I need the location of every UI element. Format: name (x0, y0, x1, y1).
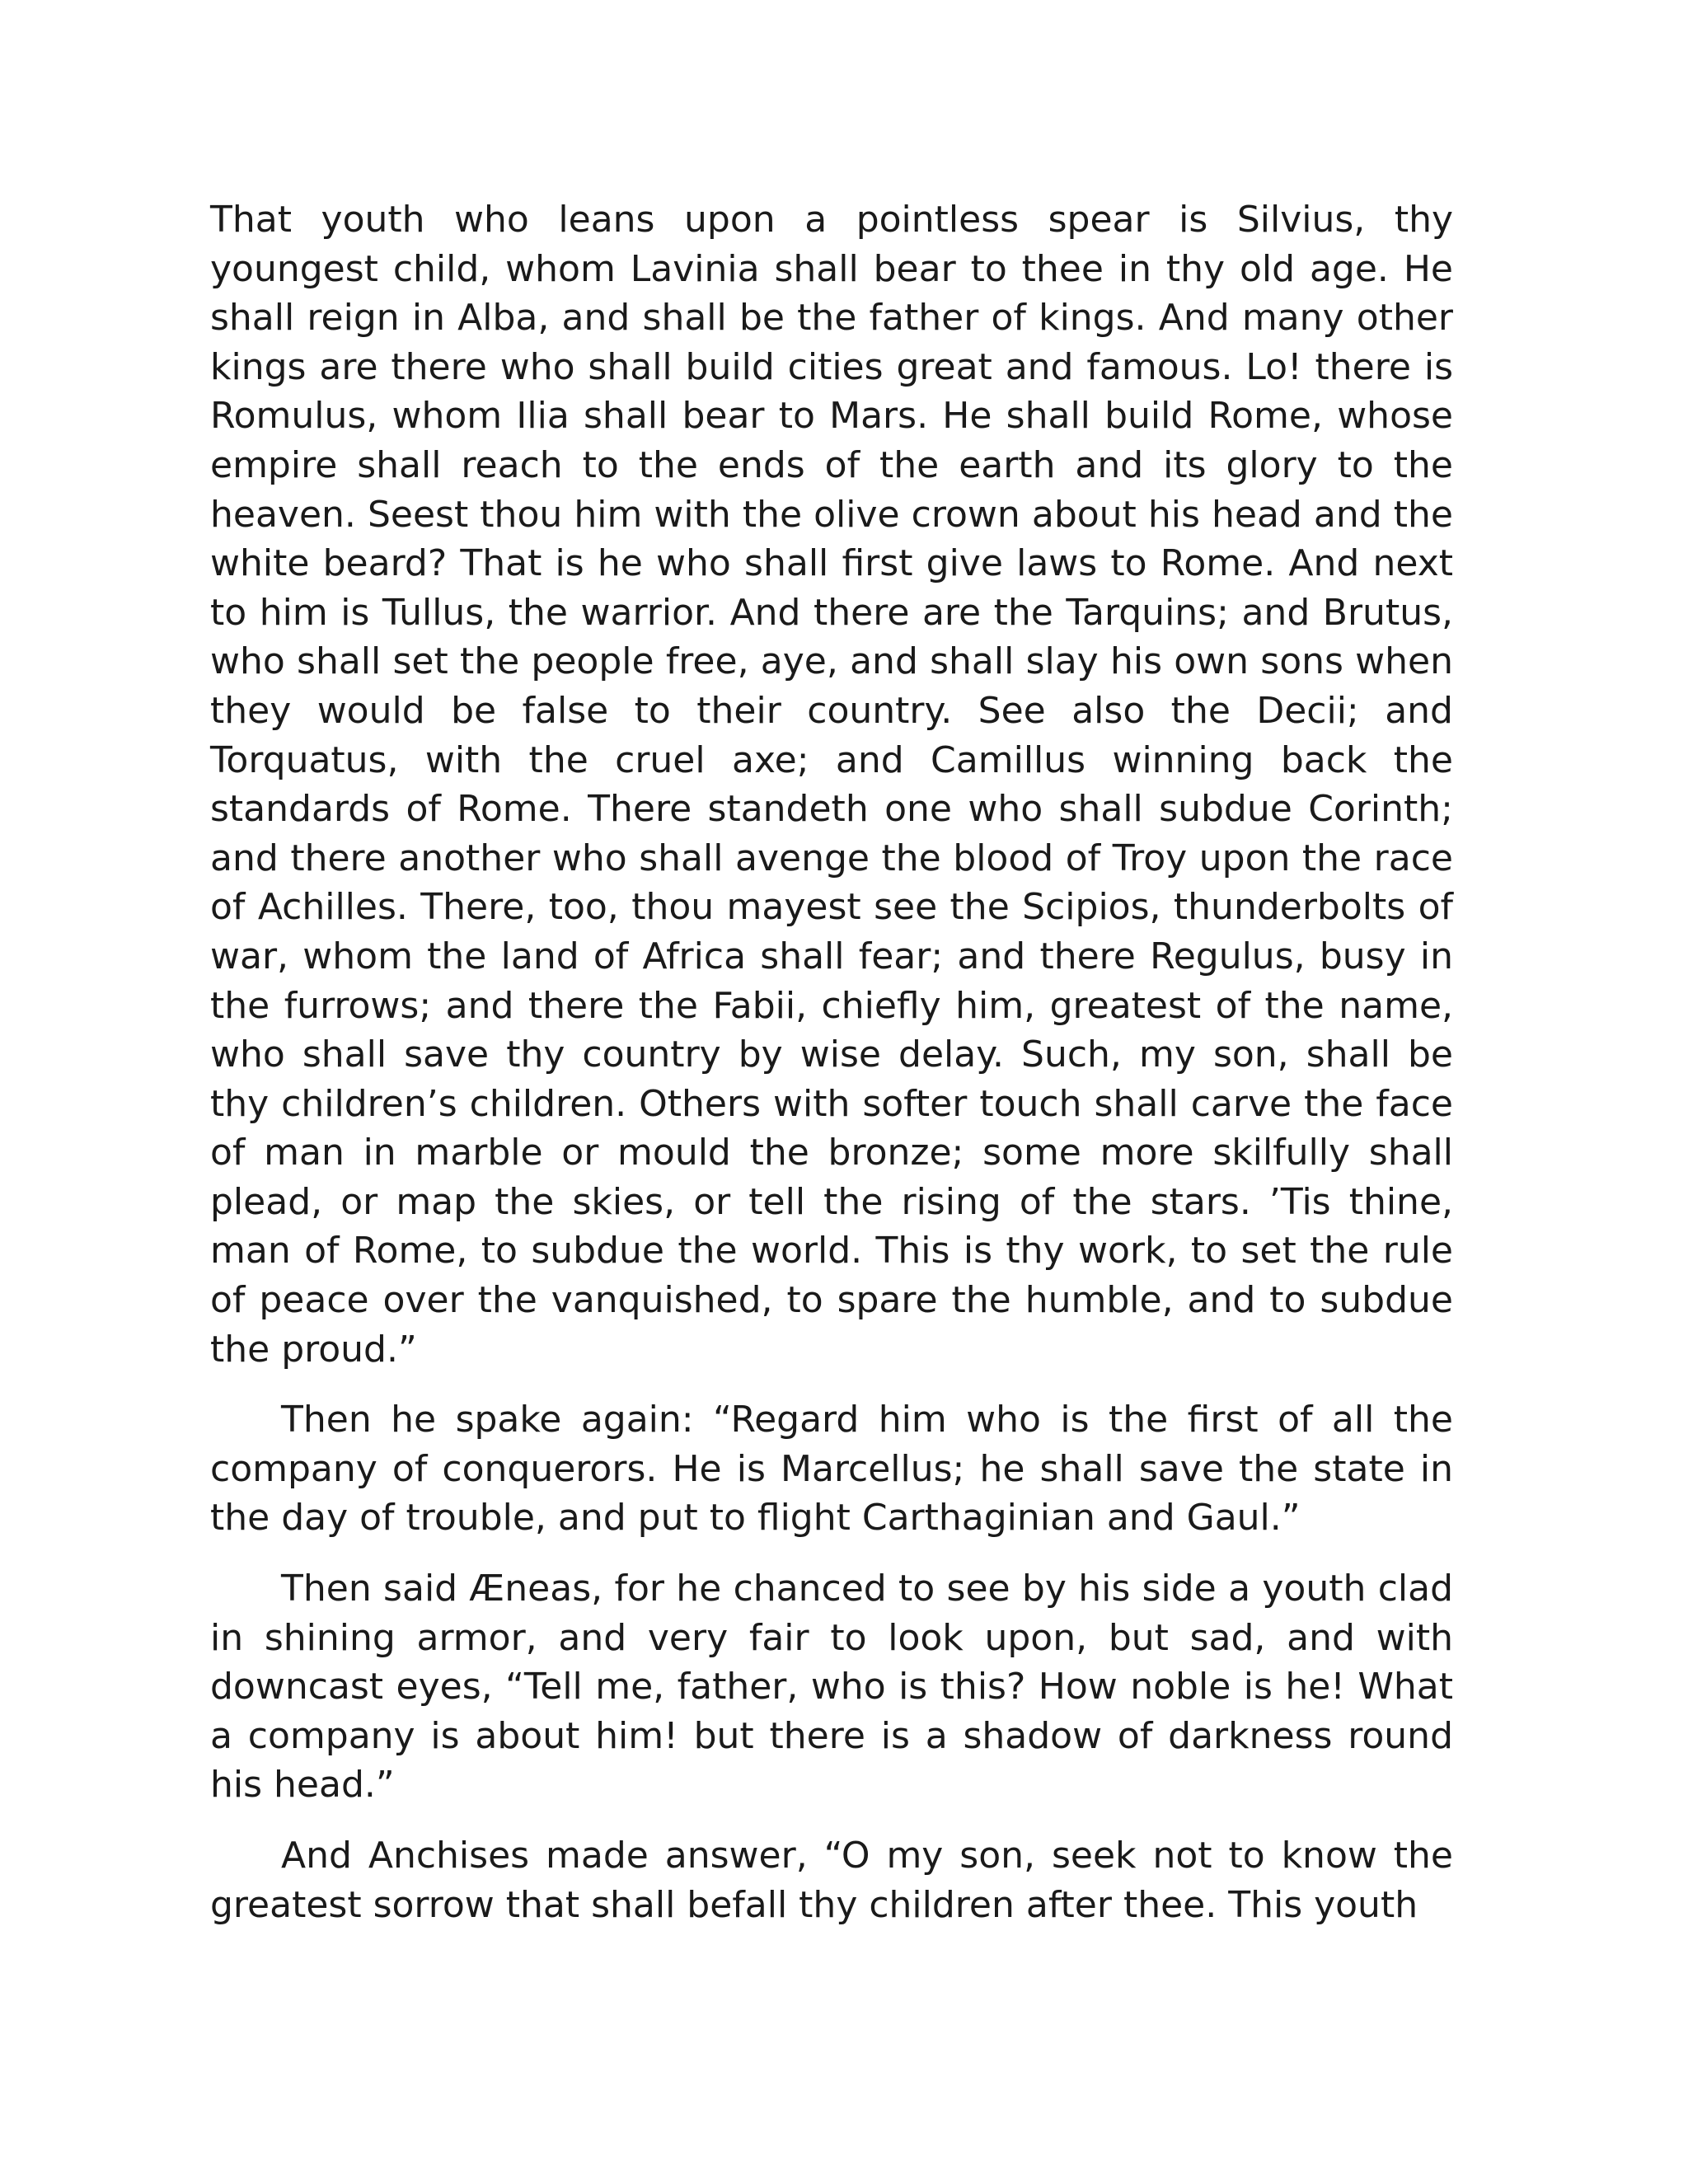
paragraph-4: And Anchises made answer, “O my son, seek not to know the greatest sorrow that shall befall thy children after thee. This youth (210, 1835, 1453, 1926)
body-text (210, 195, 1453, 1951)
paragraph-2: Then he spake again: “Regard him who is the first of all the company of conquerors. He is Marcellus; he shall save the state in the day of trouble, and put to flight Carthaginian and Gaul.” (210, 1399, 1453, 1540)
paragraph-3: Then said Æneas, for he chanced to see by his side a youth clad in shining armor, and very fair to look upon, but sad, and with downcast eyes, “Tell me, father, who is this? How noble is he! What a company is about him! but there is a shadow of darkness round his head.” (210, 1568, 1453, 1807)
paragraph-1: That youth who leans upon a pointless spear is Silvius, thy youngest child, whom Lavinia shall bear to thee in thy old age. He shall reign in Alba, and shall be the father of kings. And many other kings are there who shall build cities great and famous. Lo! there is Romulus, whom Ilia shall bear to Mars. He shall build Rome, whose empire shall reach to the ends of the earth and its glory to the heaven. Seest thou him with the olive crown about his head and the white beard? That is he who shall first give laws to Rome. And next to him is Tullus, the warrior. And there are the Tarquins; and Brutus, who shall set the people free, aye, and shall slay his own sons when they would be false to their country. See also the Decii; and Torquatus, with the cruel axe; and Camillus winning back the standards of Rome. There standeth one who shall subdue Corinth; and there another who shall avenge the blood of Troy upon the race of Achilles. There, too, thou mayest see the Scipios, thunderbolts of war, whom the land of Africa shall fear; and there Regulus, busy in the furrows; and there the Fabii, chiefly him, greatest of the name, who shall save thy country by wise delay. Such, my son, shall be thy children’s children. Others with softer touch shall carve the face of man in marble or mould the bronze; some more skilfully shall plead, or map the skies, or tell the rising of the stars. ’Tis thine, man of Rome, to subdue the world. This is thy work, to set the rule of peace over the vanquished, to spare the humble, and to subdue the proud.” (210, 199, 1453, 1371)
